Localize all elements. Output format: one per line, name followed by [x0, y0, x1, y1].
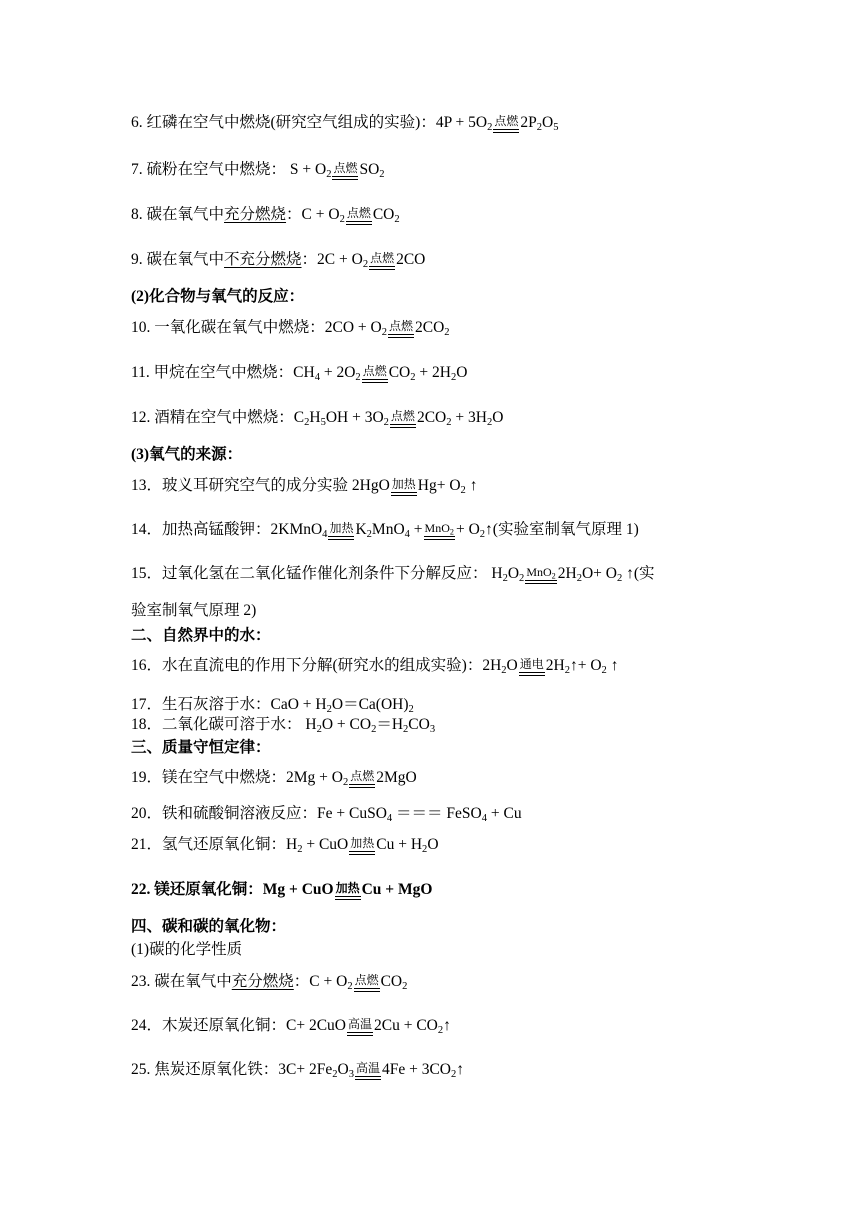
equation-line: 13．玻义耳研究空气的成分实验 2HgO 加热 $Hg+ O_2$ ↑	[131, 477, 478, 496]
section-heading: 22. 镁还原氧化铜：Mg + CuO 加热 Cu + MgO	[131, 881, 433, 898]
reaction-condition: 点燃	[390, 409, 415, 423]
reaction-condition: 点燃	[333, 161, 358, 175]
equation-line: 14．加热高锰酸钾：2KMnO$_4$ 加热 $K_2MnO_4 + MnO_2$ + $O_2↑$(实验室制氧气原理 1)	[131, 521, 639, 540]
section-heading: 三、质量守恒定律：	[131, 739, 271, 756]
reaction-condition: 加热	[391, 477, 416, 491]
equation-line: 17．生石灰溶于水：CaO + $H_2O=Ca(OH)_2$	[131, 696, 414, 715]
reaction-condition: 点燃	[350, 769, 375, 783]
underline-term: 充分燃烧	[231, 973, 294, 990]
equation-line: 20．铁和硫酸铜溶液反应：Fe + CuSO$_4$ ＝＝＝ FeSO$_4$ + Cu	[131, 805, 522, 824]
equation-line: 21．氢气还原氧化铜：$H_2$ + CuO 加热 $Cu + H_2O$	[131, 836, 439, 855]
section-heading: (2)化合物与氧气的反应：	[131, 288, 305, 305]
equation-line: 12. 酒精在空气中燃烧：$C_2H_5OH + 3O_2$ 点燃 $2CO_2 + 3H_2O$	[131, 409, 504, 428]
reaction-condition: 高温	[355, 1061, 380, 1075]
reaction-condition: 加热	[350, 836, 375, 850]
reaction-condition: MnO$_2$	[526, 565, 556, 581]
equation-line: 18．二氧化碳可溶于水： $H_2O + CO_2=H_2CO_3$	[131, 716, 436, 735]
reaction-condition: 高温	[348, 1017, 373, 1031]
equation-line: 8. 碳在氧气中充分燃烧：$C + O_2$ 点燃 $CO_2$	[131, 206, 400, 225]
equation-line: 25. 焦炭还原氧化铁：$3C+ 2Fe_2O_3$ 高温 $4Fe + 3CO_2↑$	[131, 1061, 465, 1080]
equation-line: 6. 红磷在空气中燃烧(研究空气组成的实验)：$4P + 5O_2$ 点燃 $2P_2O_5$	[131, 114, 559, 133]
equation-line: 9. 碳在氧气中不充分燃烧：$2C + O_2$ 点燃 2CO	[131, 251, 426, 270]
equation-line-continued: 验室制氧气原理 2)	[131, 602, 257, 619]
reaction-condition: 加热	[329, 521, 354, 535]
section-heading: 二、自然界中的水：	[131, 627, 271, 644]
reaction-condition: 通电	[519, 657, 544, 671]
section-heading: 四、碳和碳的氧化物：	[131, 918, 287, 935]
reaction-condition: 点燃	[362, 364, 387, 378]
reaction-condition: 点燃	[346, 206, 371, 220]
equation-line: 24．木炭还原氧化铜：C+ 2CuO 高温 $2Cu + CO_2↑$	[131, 1017, 451, 1036]
equation-line: 11. 甲烷在空气中燃烧：$CH_4 + 2O_2$ 点燃 $CO_2 + 2H_2O$	[131, 364, 468, 383]
equation-line: (1)碳的化学性质	[131, 941, 243, 958]
reaction-condition: 点燃	[370, 251, 395, 265]
equation-line: 7. 硫粉在空气中燃烧： $S + O_2$ 点燃 $SO_2$	[131, 161, 385, 180]
reaction-condition: 点燃	[494, 114, 519, 128]
reaction-condition: 点燃	[388, 319, 413, 333]
section-heading: (3)氧气的来源：	[131, 446, 243, 463]
underline-term: 不充分燃烧	[224, 251, 302, 268]
reaction-condition: 加热	[335, 881, 360, 895]
equation-line: 16．水在直流电的作用下分解(研究水的组成实验)：$2H_2O$ 通电 $2H_2↑+ O_2$ ↑	[131, 657, 619, 676]
equation-line: 10. 一氧化碳在氧气中燃烧：$2CO + O_2$ 点燃 $2CO_2$	[131, 319, 450, 338]
equation-line: 23. 碳在氧气中充分燃烧：$C + O_2$ 点燃 $CO_2$	[131, 973, 408, 992]
reaction-condition: 点燃	[354, 973, 379, 987]
reaction-condition: MnO$_2$	[424, 521, 454, 537]
equation-line: 15．过氧化氢在二氧化锰作催化剂条件下分解反应： $H_2O_2$ MnO$_2$ $2H_2O+ O_2$ ↑(实	[131, 565, 655, 584]
underline-term: 充分燃烧	[224, 206, 287, 223]
equation-line: 19．镁在空气中燃烧：$2Mg + O_2$ 点燃 2MgO	[131, 769, 417, 788]
